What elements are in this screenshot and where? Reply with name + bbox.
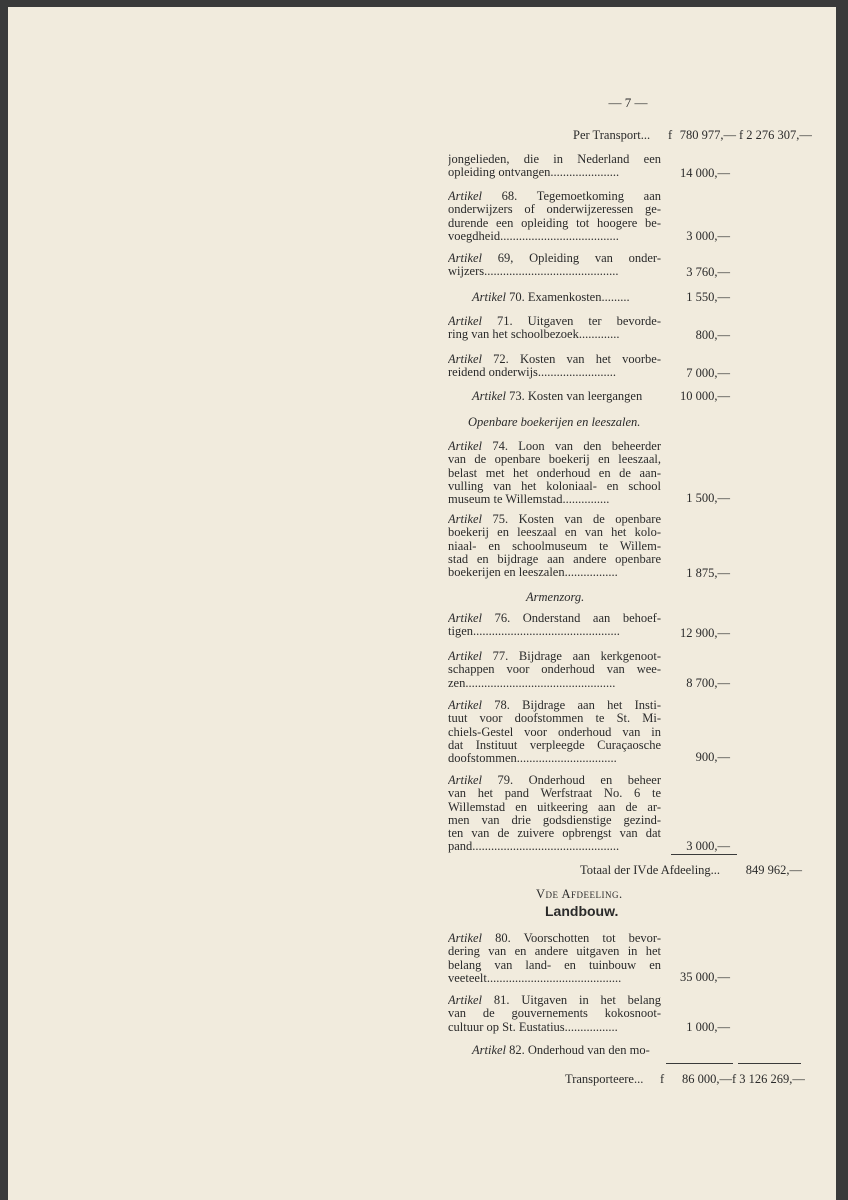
amount-article-76: 12 900,— [680,626,730,640]
entry-line: 68. Tegemoetkoming aan [501,190,661,203]
article-word: Artikel [448,315,483,328]
landbouw-heading: Landbouw. [545,903,619,919]
article-72 [448,353,661,380]
entry-line: 81. Uitgaven in het belang [493,994,661,1007]
entry-line: niaal- en schoolmuseum te Willem- [448,539,661,553]
section-armenzorg: Armenzorg. [526,590,585,604]
article-word: Artikel [448,699,483,712]
entry-line: ten van de zuivere opbrengst van dat [448,827,661,841]
entry-line: stad en bijdrage aan andere openbare [448,552,661,566]
article-word: Artikel [472,390,507,403]
entry-line: dering van en andere uitgaven in het [448,945,661,959]
article-70 [448,291,661,304]
entry-line: durende een opleiding tot hoogere be- [448,216,661,230]
entry-line: 74. Loon van den beheerder [492,440,661,453]
amount-article-71: 800,— [695,328,730,342]
article-75 [448,513,661,579]
article-word: Artikel [448,353,483,366]
entry-line: museum te Willemstad............... [448,493,610,507]
entry-line: 75. Kosten van de openbare [492,513,661,526]
entry-line: men van drie godsdienstige gezind- [448,813,661,827]
entry-line: jongelieden, die in Nederland een [448,153,661,166]
transport-top-amount1: 780 977,— [679,128,736,142]
article-68 [448,190,661,243]
article-80 [448,932,661,985]
amount-article-73: 10 000,— [680,389,730,403]
article-77 [448,650,661,690]
article-81 [448,994,661,1034]
article-78 [448,699,661,765]
amount-article-77: 8 700,— [686,676,730,690]
article-word: Artikel [472,1044,507,1057]
entry-line: vulling van het koloniaal- en school [448,479,661,493]
entry-line: zen................................................ [448,676,616,690]
article-79 [448,774,661,854]
entry-line: 77. Bijdrage aan kerkgenoot- [492,650,661,663]
article-word: Artikel [448,190,483,203]
entry-line: 82. Onderhoud van den mo- [509,1044,650,1057]
article-word: Artikel [448,994,483,1007]
entry-line: 72. Kosten van het voorbe- [493,353,661,366]
transport-rule-1 [666,1063,733,1064]
amount-article-78: 900,— [695,750,730,764]
entry-line: van het pand Werfstraat No. 6 te [448,787,661,801]
entry-line: reidend onderwijs......................... [448,366,617,380]
entry-line: 69, Opleiding van onder- [497,252,661,265]
article-word: Artikel [448,774,483,787]
amount-article-75: 1 875,— [686,566,730,580]
entry-line: van de gouvernements kokosnoot- [448,1007,661,1021]
article-word: Artikel [472,291,507,304]
section-openbare-boekerijen: Openbare boekerijen en leeszalen. [468,415,641,429]
entry-line: ring van het schoolbezoek............. [448,328,620,342]
entry-line: 79. Onderhoud en beheer [497,774,661,787]
subtotal-rule [671,854,737,855]
article-word: Artikel [448,440,483,453]
afdeeling-heading: Vde Afdeeling. [536,887,623,901]
entry-line: dat Instituut verpleegde Curaçaosche [448,738,661,752]
article-82 [448,1044,661,1057]
article-76 [448,612,661,639]
transport-top-amount2: f 2 276 307,— [739,128,812,142]
entry-line: voegdheid...................................... [448,229,619,243]
entry-line: Willemstad en uitkeering aan de ar- [448,800,661,814]
entry-line: belang van land- en tuinbouw en [448,958,661,972]
entry-line: 76. Onderstand aan behoef- [494,612,661,625]
entry-line: tuut voor doofstommen te St. Mi- [448,712,661,726]
entry-line: onderwijzers of onderwijzeressen ge- [448,203,661,217]
entry-line: pand............................................... [448,840,620,854]
article-73 [448,390,661,403]
amount-article-74: 1 500,— [686,491,730,505]
transport-bottom-amount2: f 3 126 269,— [732,1072,805,1086]
transport-bottom-amount1: 86 000,— [682,1072,732,1086]
entry-line: wijzers........................................... [448,265,619,279]
article-word: Artikel [448,612,483,625]
transport-bottom-label: Transporteere... [565,1072,644,1086]
entry-line: chiels-Gestel voor onderhoud van in [448,725,661,739]
article-word: Artikel [448,932,483,945]
transport-top-currency: f [668,128,673,142]
transport-bottom-currency: f [660,1072,665,1086]
document-page [8,7,836,1200]
article-69 [448,252,661,279]
amount-article-68: 3 000,— [686,229,730,243]
entry-line: 71. Uitgaven ter bevorde- [497,315,661,328]
entry-line: tigen............................................... [448,625,620,639]
entry-line: doofstommen................................ [448,752,617,766]
entry-line: opleiding ontvangen...................... [448,166,620,180]
article-74 [448,440,661,506]
page-number: — 7 — [608,95,648,110]
entry-line: boekerijen en leeszalen................. [448,566,618,580]
entry-line: veeteelt........................................... [448,971,622,985]
amount-article-81: 1 000,— [686,1020,730,1034]
transport-top-label: Per Transport... [573,128,651,142]
entry-line: belast met het onderhoud en de aan- [448,466,661,480]
entry-line: 80. Voorschotten tot bevor- [495,932,661,945]
entry-line: 78. Bijdrage aan het Insti- [494,699,661,712]
entry-line: 70. Examenkosten......... [509,291,630,304]
article-71 [448,315,661,342]
entry-jongelieden [448,153,661,180]
amount-article-69: 3 760,— [686,265,730,279]
amount-article-72: 7 000,— [686,366,730,380]
transport-rule-2 [738,1063,801,1064]
entry-line: schappen voor onderhoud van wee- [448,663,661,677]
amount-article-79: 3 000,— [686,839,730,853]
totaal-label: Totaal der IVde Afdeeling... [580,863,721,877]
entry-line: 73. Kosten van leergangen [509,390,643,403]
totaal-amount: 849 962,— [745,863,802,877]
entry-line: boekerij en leeszaal en van het kolo- [448,526,661,540]
entry-line: van de openbare boekerij en leeszaal, [448,453,661,467]
amount-article-70: 1 550,— [686,290,730,304]
amount-article-80: 35 000,— [680,970,730,984]
entry-line: cultuur op St. Eustatius................. [448,1020,618,1034]
article-word: Artikel [448,650,483,663]
article-word: Artikel [448,252,483,265]
article-word: Artikel [448,513,483,526]
amount-entry-0: 14 000,— [680,166,730,180]
